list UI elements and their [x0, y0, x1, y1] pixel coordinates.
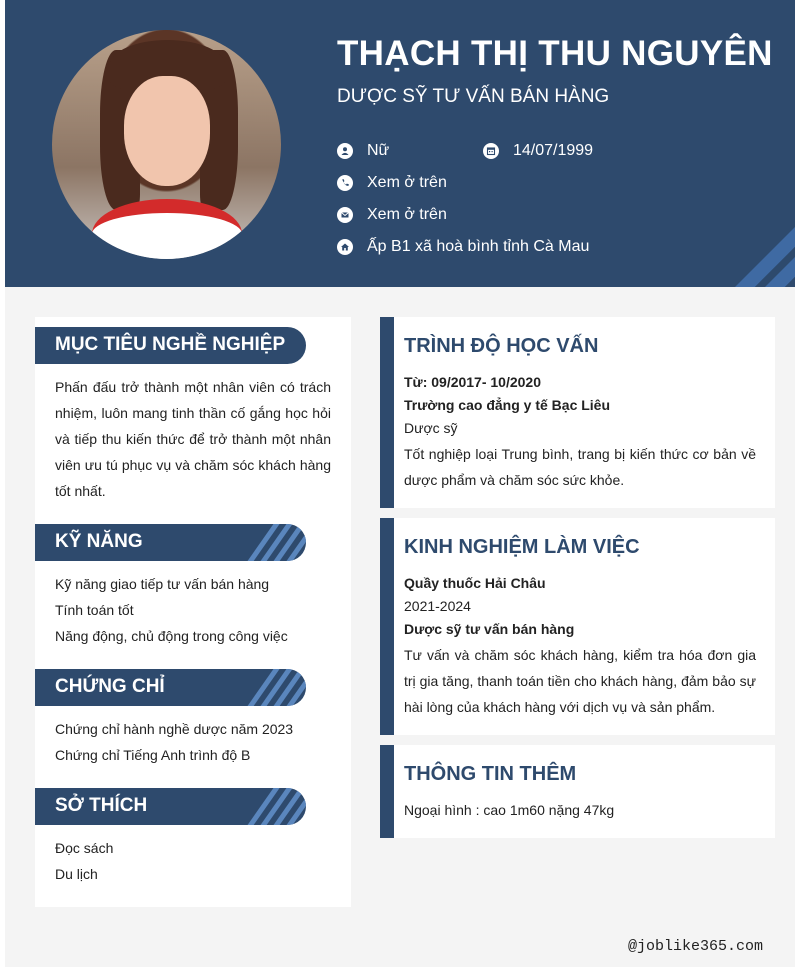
- education-title: TRÌNH ĐỘ HỌC VẤN: [404, 335, 599, 357]
- hobbies-heading: [35, 788, 306, 825]
- certificate-item: Chứng chỉ Tiếng Anh trình độ B: [55, 747, 251, 763]
- birthday-row: [483, 142, 593, 160]
- objective-heading: [35, 327, 306, 364]
- phone-icon: [337, 175, 353, 191]
- candidate-name: THẠCH THỊ THU NGUYÊN: [337, 34, 773, 73]
- cv-header: [5, 0, 795, 287]
- skills-heading: [35, 524, 306, 561]
- hobbies-title: SỞ THÍCH: [55, 795, 148, 816]
- experience-description: Tư vấn và chăm sóc khách hàng, kiểm tra hóa đơn gia trị gia tăng, thanh toán tiền cho khách hàng, đảm bảo sự hài lòng của khách hàng với dịch vụ và sản phẩm.: [404, 647, 756, 715]
- user-icon: [337, 143, 353, 159]
- gender-row: [337, 142, 389, 160]
- experience-period: 2021-2024: [404, 598, 471, 614]
- header-decor-stripes: [655, 167, 795, 287]
- objective-text: Phấn đấu trở thành một nhân viên có trách nhiệm, luôn mang tinh thần cố gắng học hỏi và tiếp thu kiến thức để trở thành một nhân viên ưu tú phục vụ và chăm sóc khách hàng tốt nhất.: [55, 379, 331, 499]
- cv-page: [5, 0, 795, 967]
- birthday-value: 14/07/1999: [513, 142, 594, 159]
- skill-item: Kỹ năng giao tiếp tư vấn bán hàng: [55, 576, 270, 592]
- education-card: [380, 317, 775, 508]
- experience-company: Quầy thuốc Hải Châu: [404, 575, 546, 591]
- skill-item: Tính toán tốt: [55, 602, 134, 618]
- footer-watermark: @joblike365.com: [628, 938, 764, 955]
- address-value: Ấp B1 xã hoà bình tỉnh Cà Mau: [367, 238, 590, 255]
- experience-position: Dược sỹ tư vấn bán hàng: [404, 621, 575, 637]
- experience-card: [380, 518, 775, 735]
- left-column: [35, 317, 351, 907]
- extra-info-card: [380, 745, 775, 838]
- avatar: [52, 30, 281, 259]
- certificates-title: CHỨNG CHỈ: [55, 676, 165, 697]
- candidate-job-title: DƯỢC SỸ TƯ VẤN BÁN HÀNG: [337, 86, 610, 107]
- education-major: Dược sỹ: [404, 420, 458, 436]
- hobby-item: Đọc sách: [55, 840, 114, 856]
- gender-value: Nữ: [367, 142, 390, 159]
- objective-title: MỤC TIÊU NGHỀ NGHIỆP: [55, 334, 286, 355]
- education-period: Từ: 09/2017- 10/2020: [404, 374, 542, 390]
- mail-icon: [337, 207, 353, 223]
- address-row: [337, 238, 589, 256]
- experience-title: KINH NGHIỆM LÀM VIỆC: [404, 536, 640, 558]
- phone-row: [337, 174, 447, 192]
- email-row: [337, 206, 447, 224]
- skill-item: Năng động, chủ động trong công việc: [55, 628, 288, 644]
- phone-value: Xem ở trên: [367, 174, 447, 191]
- education-school: Trường cao đẳng y tế Bạc Liêu: [404, 397, 611, 413]
- email-value: Xem ở trên: [367, 206, 447, 223]
- certificates-heading: [35, 669, 306, 706]
- extra-info-title: THÔNG TIN THÊM: [404, 763, 577, 785]
- extra-info-text: Ngoại hình : cao 1m60 nặng 47kg: [404, 802, 615, 818]
- home-icon: [337, 239, 353, 255]
- education-description: Tốt nghiệp loại Trung bình, trang bị kiến thức cơ bản về dược phẩm và chăm sóc sức khỏe.: [404, 446, 756, 488]
- skills-title: KỸ NĂNG: [55, 531, 143, 552]
- hobby-item: Du lịch: [55, 866, 98, 882]
- certificate-item: Chứng chỉ hành nghề dược năm 2023: [55, 721, 294, 737]
- calendar-icon: [483, 143, 499, 159]
